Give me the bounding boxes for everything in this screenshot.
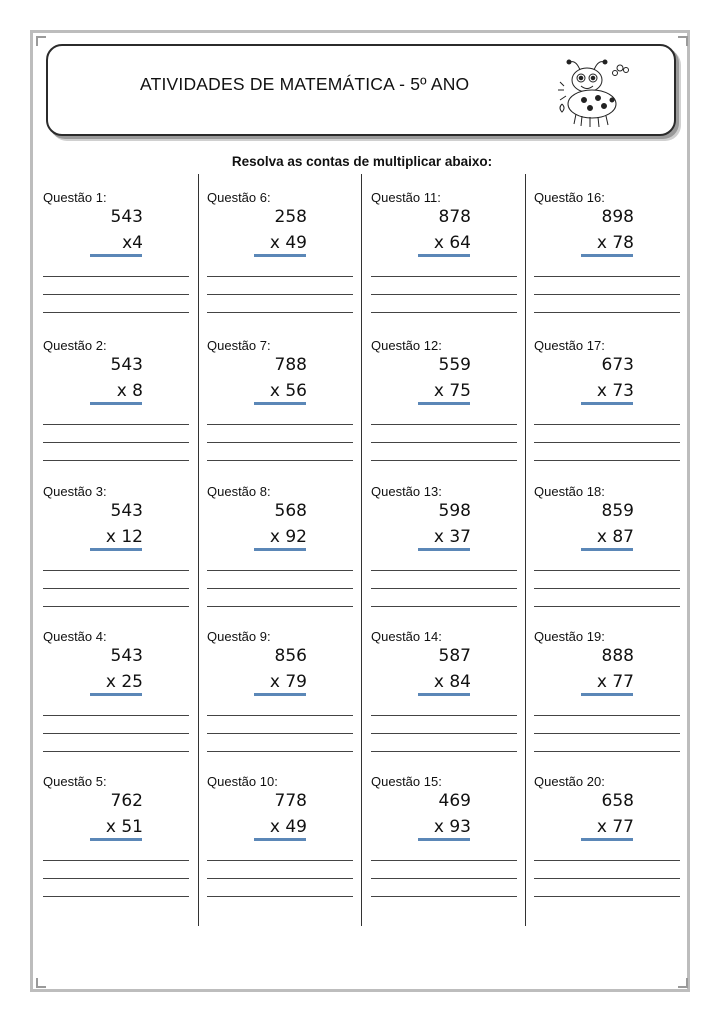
answer-line	[534, 896, 680, 897]
multiplicand: 559	[438, 355, 471, 375]
operation-underline	[90, 402, 142, 405]
multiplier: x 79	[269, 672, 307, 692]
multiplicand: 898	[601, 207, 634, 227]
answer-line	[207, 312, 353, 313]
column-divider	[361, 174, 362, 926]
question-label: Questão 18:	[534, 484, 605, 499]
answer-line	[371, 276, 517, 277]
answer-line	[371, 606, 517, 607]
corner-mark	[678, 978, 688, 988]
multiplier: x 56	[269, 381, 307, 401]
multiplicand: 888	[601, 646, 634, 666]
operation-underline	[581, 693, 633, 696]
operation-underline	[418, 838, 470, 841]
multiplicand: 587	[438, 646, 471, 666]
answer-line	[534, 733, 680, 734]
instruction-text: Resolva as contas de multiplicar abaixo:	[231, 154, 493, 169]
question-label: Questão 12:	[371, 338, 442, 353]
answer-line	[207, 878, 353, 879]
answer-line	[43, 424, 189, 425]
answer-line	[534, 606, 680, 607]
answer-line	[371, 896, 517, 897]
multiplicand: 469	[438, 791, 471, 811]
multiplicand: 762	[110, 791, 143, 811]
ladybug-cartoon-icon	[554, 56, 632, 128]
multiplicand: 568	[274, 501, 307, 521]
question-label: Questão 5:	[43, 774, 107, 789]
operation-underline	[254, 548, 306, 551]
answer-line	[534, 312, 680, 313]
question-label: Questão 6:	[207, 190, 271, 205]
multiplicand: 543	[110, 355, 143, 375]
operation-underline	[581, 402, 633, 405]
answer-line	[371, 878, 517, 879]
question-label: Questão 14:	[371, 629, 442, 644]
multiplier: x 8	[116, 381, 143, 401]
answer-line	[207, 276, 353, 277]
multiplicand: 543	[110, 501, 143, 521]
operation-underline	[90, 254, 142, 257]
multiplicand: 778	[274, 791, 307, 811]
operation-underline	[90, 693, 142, 696]
multiplier: x4	[122, 233, 143, 253]
answer-line	[534, 715, 680, 716]
answer-line	[371, 312, 517, 313]
multiplier: x 77	[596, 817, 634, 837]
page-title: ATIVIDADES DE MATEMÁTICA - 5º ANO	[140, 74, 470, 94]
answer-line	[371, 715, 517, 716]
operation-underline	[90, 548, 142, 551]
answer-line	[43, 442, 189, 443]
answer-line	[43, 312, 189, 313]
answer-line	[371, 460, 517, 461]
question-label: Questão 15:	[371, 774, 442, 789]
answer-line	[534, 588, 680, 589]
operation-underline	[254, 693, 306, 696]
answer-line	[43, 570, 189, 571]
answer-line	[534, 860, 680, 861]
multiplicand: 788	[274, 355, 307, 375]
answer-line	[43, 460, 189, 461]
column-divider	[525, 174, 526, 926]
answer-line	[371, 733, 517, 734]
answer-line	[371, 294, 517, 295]
answer-line	[207, 424, 353, 425]
multiplier: x 73	[596, 381, 634, 401]
multiplier: x 49	[269, 817, 307, 837]
answer-line	[371, 570, 517, 571]
question-label: Questão 17:	[534, 338, 605, 353]
multiplicand: 859	[601, 501, 634, 521]
answer-line	[207, 860, 353, 861]
operation-underline	[418, 693, 470, 696]
header-box	[46, 44, 676, 136]
corner-mark	[36, 36, 46, 46]
operation-underline	[90, 838, 142, 841]
corner-mark	[678, 36, 688, 46]
multiplicand: 673	[601, 355, 634, 375]
multiplicand: 258	[274, 207, 307, 227]
multiplier: x 92	[269, 527, 307, 547]
multiplier: x 93	[433, 817, 471, 837]
operation-underline	[418, 548, 470, 551]
answer-line	[371, 442, 517, 443]
answer-line	[371, 860, 517, 861]
multiplicand: 878	[438, 207, 471, 227]
answer-line	[534, 570, 680, 571]
answer-line	[207, 570, 353, 571]
question-label: Questão 10:	[207, 774, 278, 789]
answer-line	[207, 294, 353, 295]
multiplicand: 543	[110, 646, 143, 666]
answer-line	[207, 588, 353, 589]
multiplier: x 49	[269, 233, 307, 253]
multiplier: x 78	[596, 233, 634, 253]
multiplicand: 598	[438, 501, 471, 521]
answer-line	[371, 588, 517, 589]
multiplicand: 658	[601, 791, 634, 811]
operation-underline	[581, 254, 633, 257]
question-label: Questão 4:	[43, 629, 107, 644]
answer-line	[207, 460, 353, 461]
multiplicand: 856	[274, 646, 307, 666]
question-label: Questão 16:	[534, 190, 605, 205]
answer-line	[534, 276, 680, 277]
corner-mark	[36, 978, 46, 988]
multiplier: x 75	[433, 381, 471, 401]
multiplier: x 12	[105, 527, 143, 547]
operation-underline	[254, 402, 306, 405]
multiplier: x 84	[433, 672, 471, 692]
multiplier: x 37	[433, 527, 471, 547]
operation-underline	[418, 254, 470, 257]
multiplier: x 25	[105, 672, 143, 692]
operation-underline	[254, 838, 306, 841]
question-label: Questão 19:	[534, 629, 605, 644]
answer-line	[43, 733, 189, 734]
question-label: Questão 1:	[43, 190, 107, 205]
operation-underline	[254, 254, 306, 257]
answer-line	[371, 424, 517, 425]
answer-line	[534, 751, 680, 752]
multiplier: x 87	[596, 527, 634, 547]
answer-line	[207, 715, 353, 716]
operation-underline	[581, 838, 633, 841]
question-label: Questão 7:	[207, 338, 271, 353]
question-label: Questão 20:	[534, 774, 605, 789]
answer-line	[534, 460, 680, 461]
answer-line	[207, 896, 353, 897]
answer-line	[43, 860, 189, 861]
answer-line	[207, 733, 353, 734]
operation-underline	[418, 402, 470, 405]
multiplier: x 77	[596, 672, 634, 692]
answer-line	[43, 751, 189, 752]
answer-line	[43, 588, 189, 589]
question-label: Questão 9:	[207, 629, 271, 644]
answer-line	[43, 294, 189, 295]
operation-underline	[581, 548, 633, 551]
question-label: Questão 13:	[371, 484, 442, 499]
answer-line	[207, 442, 353, 443]
answer-line	[43, 878, 189, 879]
question-label: Questão 2:	[43, 338, 107, 353]
answer-line	[534, 294, 680, 295]
question-label: Questão 3:	[43, 484, 107, 499]
question-label: Questão 11:	[371, 190, 441, 205]
answer-line	[534, 424, 680, 425]
question-label: Questão 8:	[207, 484, 271, 499]
multiplicand: 543	[110, 207, 143, 227]
answer-line	[371, 751, 517, 752]
multiplier: x 64	[433, 233, 471, 253]
answer-line	[43, 276, 189, 277]
answer-line	[43, 715, 189, 716]
multiplier: x 51	[105, 817, 143, 837]
answer-line	[43, 896, 189, 897]
column-divider	[198, 174, 199, 926]
answer-line	[207, 606, 353, 607]
answer-line	[207, 751, 353, 752]
answer-line	[43, 606, 189, 607]
answer-line	[534, 442, 680, 443]
answer-line	[534, 878, 680, 879]
